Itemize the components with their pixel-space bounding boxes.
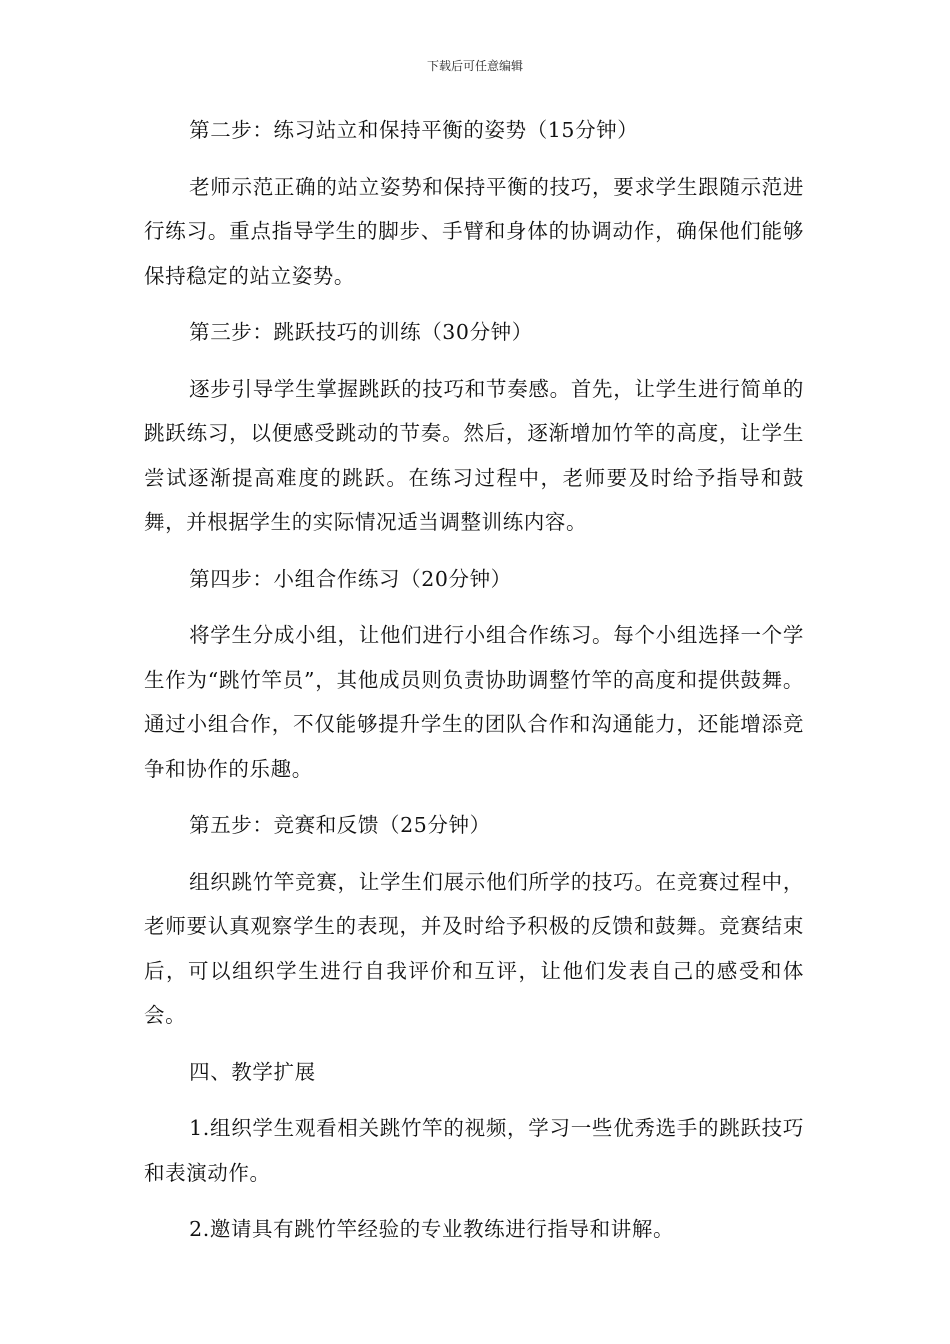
extension-item-2: 2.邀请具有跳竹竿经验的专业教练进行指导和讲解。 [189,1217,675,1241]
step-two-paragraph: 老师示范正确的站立姿势和保持平衡的技巧，要求学生跟随示范进行练习。重点指导学生的脚步、手臂和身体的协调动作，确保他们能够保持稳定的站立姿势。 [144,174,804,288]
step-five-heading: 第五步：竞赛和反馈（25分钟） [189,813,491,837]
step-three-heading: 第三步：跳跃技巧的训练（30分钟） [189,320,533,344]
step-four-paragraph: 将学生分成小组，让他们进行小组合作练习。每个小组选择一个学生作为“跳竹竿员”，其他成员则负责协助调整竹竿的高度和提供鼓舞。通过小组合作，不仅能够提升学生的团队合作和沟通能力，还能增添竞争和协作的乐趣。 [144,623,804,781]
step-five-paragraph: 组织跳竹竿竞赛，让学生们展示他们所学的技巧。在竞赛过程中，老师要认真观察学生的表现，并及时给予积极的反馈和鼓舞。竞赛结束后，可以组织学生进行自我评价和互评，让他们发表自己的感受和体会。 [144,869,804,1027]
page-header-note: 下载后可任意编辑 [426,59,523,73]
step-three-paragraph: 逐步引导学生掌握跳跃的技巧和节奏感。首先，让学生进行简单的跳跃练习，以便感受跳动的节奏。然后，逐渐增加竹竿的高度，让学生尝试逐渐提高难度的跳跃。在练习过程中，老师要及时给予指导和鼓舞，并根据学生的实际情况适当调整训练内容。 [144,376,804,534]
extension-item-1: 1.组织学生观看相关跳竹竿的视频，学习一些优秀选手的跳跃技巧和表演动作。 [144,1116,804,1185]
step-two-heading: 第二步：练习站立和保持平衡的姿势（15分钟） [189,118,639,142]
step-four-heading: 第四步：小组合作练习（20分钟） [189,566,512,591]
document-body [144,108,804,1264]
section-four-heading: 四、教学扩展 [189,1059,316,1084]
